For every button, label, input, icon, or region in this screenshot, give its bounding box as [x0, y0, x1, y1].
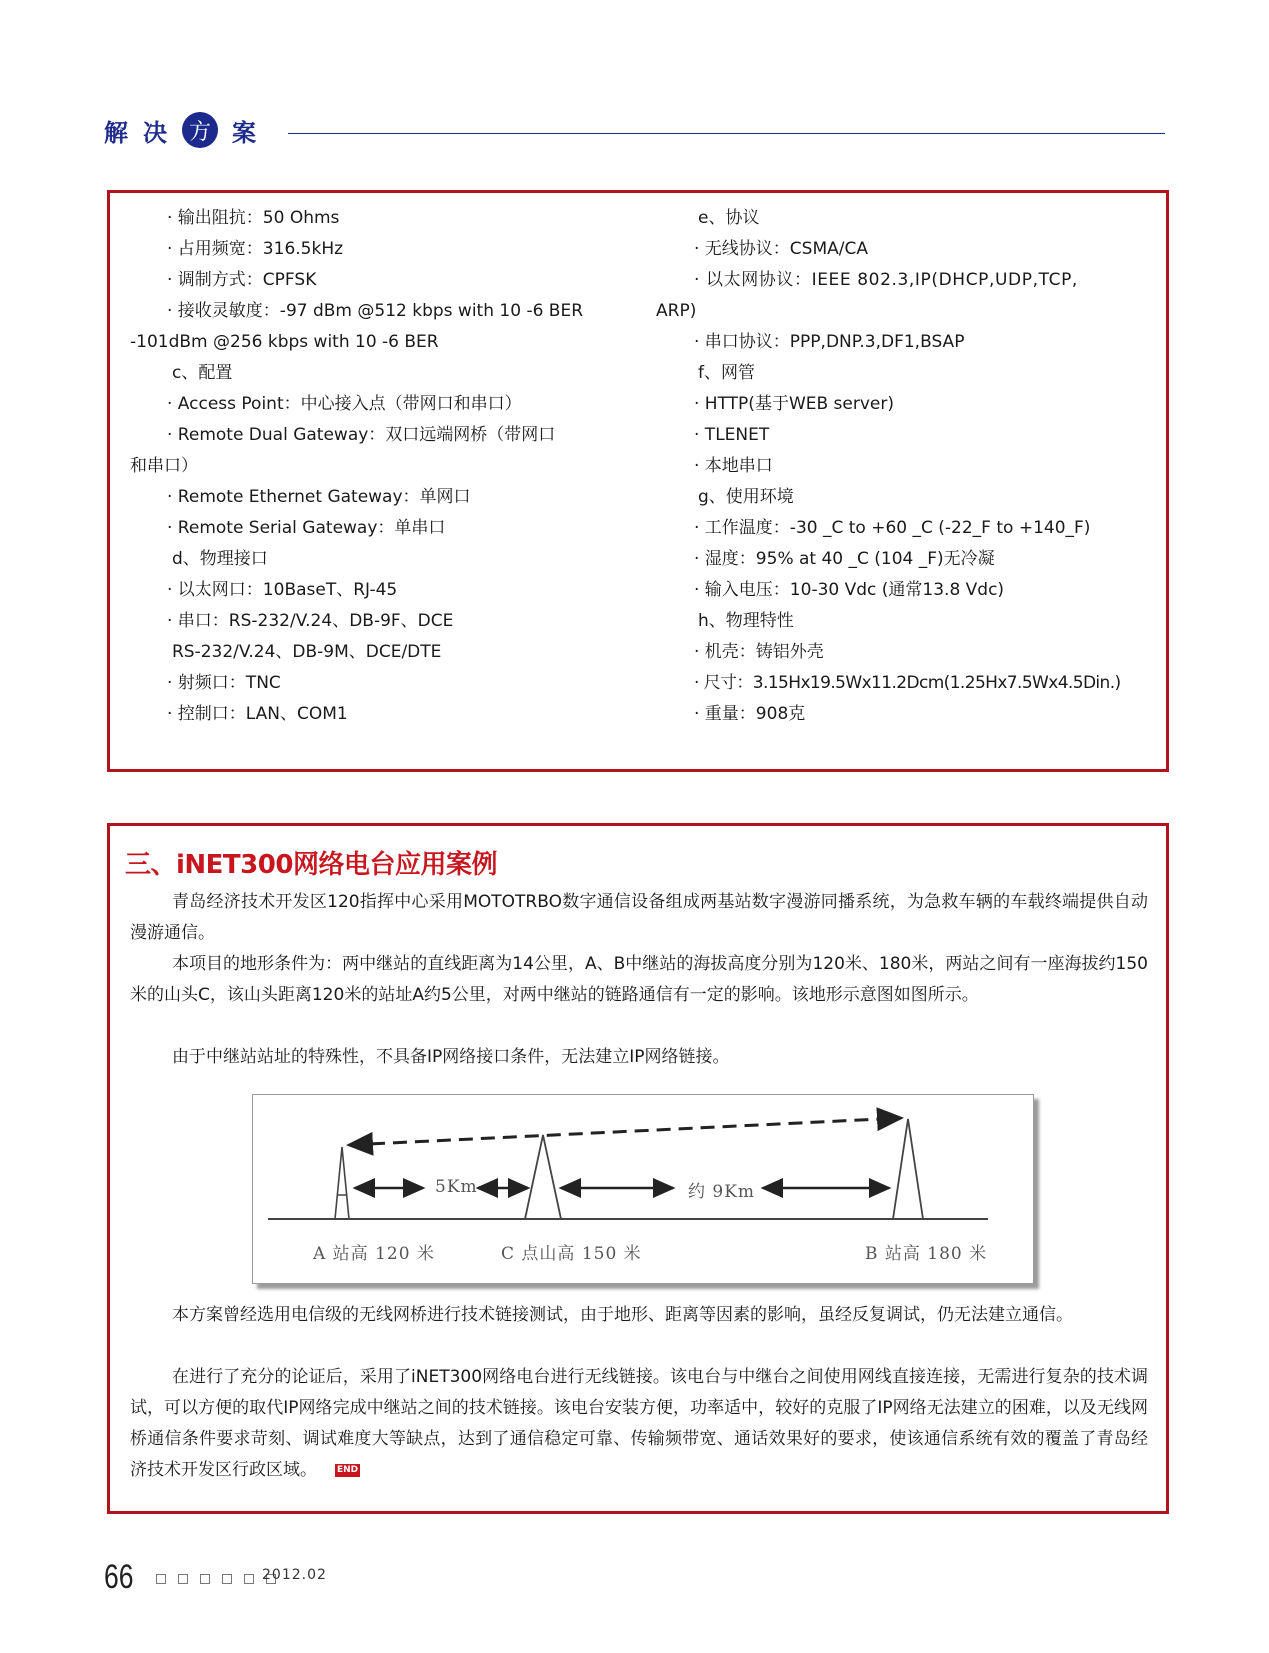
distance-ac-label: 5Km	[435, 1177, 478, 1197]
spec-line: · 湿度：95% at 40 _C (104 _F)无冷凝	[694, 549, 995, 569]
spec-line: · 以太网口：10BaseT、RJ-45	[167, 580, 398, 600]
paragraph-final	[130, 1362, 1148, 1486]
paragraph: 本项目的地形条件为：两中继站的直线距离为14公里，A、B中继站的海拔高度分别为120米、180米，两站之间有一座海拔约150米的山头C，该山头距离120米的站址A约5公里，对两中继站的链路通信有一定的影响。该地形示意图如图所示。	[130, 954, 1148, 1005]
spec-line: · 射频口：TNC	[167, 673, 281, 693]
spec-line: · 尺寸：3.15Hx19.5Wx11.2Dcm(1.25Hx7.5Wx4.5Din.)	[694, 673, 1121, 693]
glyph-box	[222, 1574, 232, 1584]
terrain-diagram	[252, 1094, 1034, 1284]
station-a-label: A 站高 120 米	[313, 1244, 435, 1264]
hill-c-label: C 点山高 150 米	[501, 1244, 642, 1264]
spec-line: · Remote Ethernet Gateway：单网口	[167, 487, 471, 507]
mountain-c	[525, 1135, 561, 1219]
spec-line: · 串口：RS-232/V.24、DB-9F、DCE	[167, 611, 454, 631]
spec-line: · HTTP(基于WEB server)	[694, 394, 895, 414]
header-char-circle: 方	[182, 112, 218, 148]
spec-line: 和串口）	[130, 456, 198, 476]
spec-line: · 输出阻抗：50 Ohms	[167, 208, 340, 228]
header-char-1: 解	[104, 118, 129, 147]
spec-line: d、物理接口	[172, 549, 268, 569]
spec-line: · 串口协议：PPP,DNP.3,DF1,BSAP	[694, 332, 965, 352]
link-dashed-line	[349, 1118, 901, 1145]
header-char-2: 决	[143, 118, 168, 147]
spec-line: h、物理特性	[698, 611, 794, 631]
header-char-4: 案	[232, 118, 257, 147]
spec-line: · Access Point：中心接入点（带网口和串口）	[167, 394, 522, 414]
end-badge: END	[337, 1464, 359, 1475]
paragraph: 青岛经济技术开发区120指挥中心采用MOTOTRBO数字通信设备组成两基站数字漫游同播系统，为急救车辆的车载终端提供自动漫游通信。	[130, 892, 1148, 943]
spec-line: · 输入电压：10-30 Vdc (通常13.8 Vdc)	[694, 580, 1005, 600]
spec-line: · TLENET	[694, 425, 770, 445]
glyph-box	[178, 1574, 188, 1584]
glyph-box	[156, 1574, 166, 1584]
spec-line: -101dBm @256 kbps with 10 -6 BER	[130, 332, 439, 352]
spec-line: · 以太网协议：IEEE 802.3,IP(DHCP,UDP,TCP,	[694, 270, 1078, 290]
spec-line: · Remote Dual Gateway：双口远端网桥（带网口	[167, 425, 556, 445]
spec-line: e、协议	[698, 208, 760, 228]
spec-line: ARP)	[656, 301, 697, 321]
spec-line: · 工作温度：-30 _C to +60 _C (-22_F to +140_F)	[694, 518, 1091, 538]
spec-line: · 机壳：铸铝外壳	[694, 642, 824, 662]
paragraph: 由于中继站站址的特殊性，不具备IP网络接口条件，无法建立IP网络链接。	[172, 1047, 730, 1067]
glyph-box	[200, 1574, 210, 1584]
spec-line: · 重量：908克	[694, 704, 806, 724]
page-number: 66	[104, 1558, 134, 1596]
spec-line: f、网管	[698, 363, 755, 383]
glyph-box	[244, 1574, 254, 1584]
spec-line: · 调制方式：CPFSK	[167, 270, 317, 290]
spec-line: RS-232/V.24、DB-9M、DCE/DTE	[172, 642, 442, 662]
spec-line: c、配置	[172, 363, 233, 383]
spec-line: · Remote Serial Gateway：单串口	[167, 518, 446, 538]
tower-a	[335, 1147, 349, 1219]
spec-line: g、使用环境	[698, 487, 794, 507]
spec-line: · 本地串口	[694, 456, 773, 476]
header-rule	[288, 133, 1165, 134]
issue-date: 2012.02	[262, 1567, 327, 1583]
section-header	[104, 112, 271, 148]
paragraph-text: 在进行了充分的论证后，采用了iNET300网络电台进行无线链接。该电台与中继台之间使用网线直接连接，无需进行复杂的技术调试，可以方便的取代IP网络完成中继站之间的技术链接。该电台安装方便，功率适中，较好的克服了IP网络无法建立的困难，以及无线网桥通信条件要求苛刻、调试难度大等缺点，达到了通信稳定可靠、传输频带宽、通话效果好的要求，使该通信系统有效的覆盖了青岛经济技术开发区行政区域。	[130, 1367, 1148, 1480]
spec-line: · 接收灵敏度：-97 dBm @512 kbps with 10 -6 BER	[167, 301, 584, 321]
paragraph: 本方案曾经选用电信级的无线网桥进行技术链接测试，由于地形、距离等因素的影响，虽经反复调试，仍无法建立通信。	[172, 1305, 1073, 1325]
spec-line: · 控制口：LAN、COM1	[167, 704, 348, 724]
spec-line: · 占用频宽：316.5kHz	[167, 239, 344, 259]
distance-cb-label: 约 9Km	[688, 1182, 756, 1202]
tower-b	[893, 1119, 923, 1219]
section-title: 三、iNET300网络电台应用案例	[125, 850, 497, 880]
spec-line: · 无线协议：CSMA/CA	[694, 239, 868, 259]
station-b-label: B 站高 180 米	[865, 1244, 988, 1264]
